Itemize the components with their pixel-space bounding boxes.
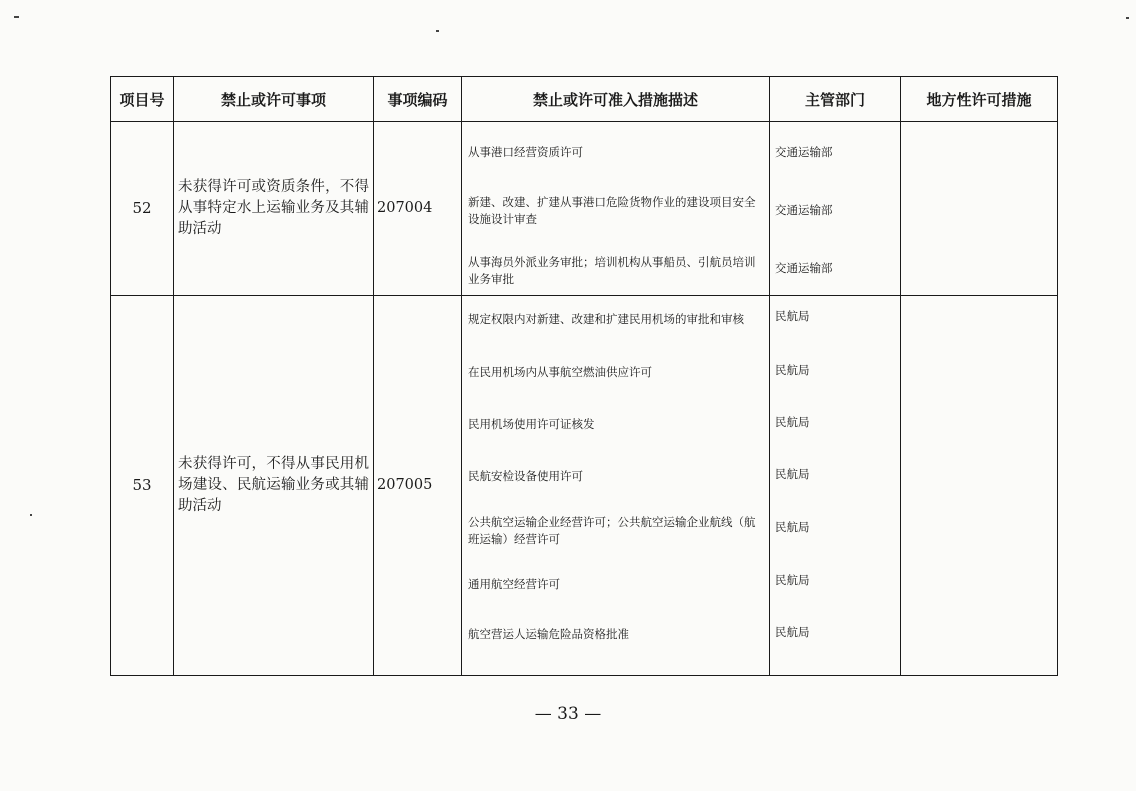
department: 民航局 (775, 466, 810, 481)
table-header-row (111, 77, 1058, 122)
local-measures-cell (901, 295, 1058, 675)
measure-description: 从事海员外派业务审批；培训机构从事船员、引航员培训业务审批 (468, 255, 756, 286)
table-row (111, 122, 1058, 296)
header-item-number: 项目号 (111, 77, 174, 122)
item-title: 未获得许可，不得从事民用机场建设、民航运输业务或其辅助活动 (174, 295, 374, 675)
department: 民航局 (775, 572, 810, 587)
table-row (111, 295, 1058, 675)
scan-mark (1126, 17, 1129, 19)
item-number: 52 (111, 122, 174, 296)
scan-mark (30, 514, 32, 516)
department: 交通运输部 (775, 145, 833, 159)
department: 交通运输部 (775, 261, 833, 275)
header-description: 禁止或许可准入措施描述 (462, 77, 770, 122)
scan-mark (14, 16, 19, 18)
measure-description: 新建、改建、扩建从事港口危险货物作业的建设项目安全设施设计审查 (468, 195, 756, 226)
header-local-measures: 地方性许可措施 (901, 77, 1058, 122)
department: 民航局 (775, 519, 810, 534)
item-title: 未获得许可或资质条件，不得从事特定水上运输业务及其辅助活动 (174, 122, 374, 296)
item-code: 207005 (374, 295, 462, 675)
measure-description-cell (462, 295, 770, 675)
header-code: 事项编码 (374, 77, 462, 122)
measure-description: 公共航空运输企业经营许可；公共航空运输企业航线（航班运输）经营许可 (468, 514, 756, 546)
regulation-table (110, 76, 1058, 676)
header-item: 禁止或许可事项 (174, 77, 374, 122)
measure-description-cell (462, 122, 770, 296)
measure-description: 从事港口经营资质许可 (468, 145, 583, 159)
item-code: 207004 (374, 122, 462, 296)
department: 民航局 (775, 308, 810, 323)
department: 民航局 (775, 624, 810, 639)
scan-mark (436, 30, 439, 32)
local-measures-cell (901, 122, 1058, 296)
department: 民航局 (775, 414, 810, 429)
measure-description: 航空营运人运输危险品资格批准 (468, 626, 629, 641)
header-department: 主管部门 (770, 77, 901, 122)
page-number: — 33 — (534, 704, 602, 724)
department-cell (770, 295, 901, 675)
department-cell (770, 122, 901, 296)
department: 民航局 (775, 362, 810, 377)
measure-description: 民用机场使用许可证核发 (468, 416, 595, 431)
measure-description: 规定权限内对新建、改建和扩建民用机场的审批和审核 (468, 311, 744, 326)
department: 交通运输部 (775, 203, 833, 217)
measure-description: 民航安检设备使用许可 (468, 468, 583, 483)
measure-description: 通用航空经营许可 (468, 576, 560, 591)
measure-description: 在民用机场内从事航空燃油供应许可 (468, 364, 652, 379)
item-number: 53 (111, 295, 174, 675)
